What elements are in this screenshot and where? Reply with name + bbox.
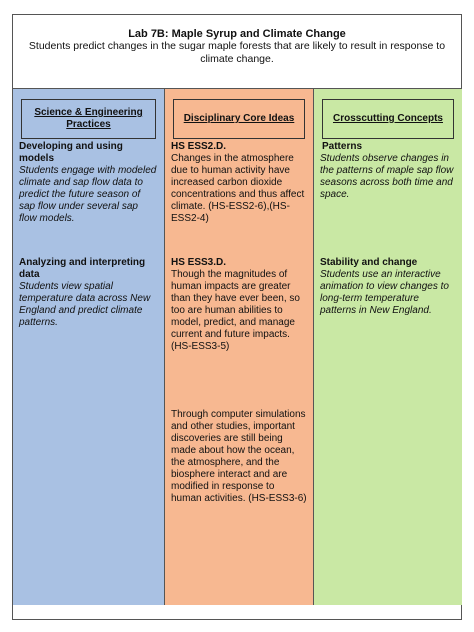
title-box (13, 15, 461, 89)
block-developing-models (19, 141, 158, 225)
column-header: Disciplinary Core Ideas (173, 99, 305, 139)
column-core-ideas (165, 89, 314, 605)
column-header: Science & Engineering Practices (21, 99, 156, 139)
block-body: Changes in the atmosphere due to human activity have increased carbon dioxide concentrations and thus affect climate. (HS-ESS2-6),(HS-ESS2-4) (171, 153, 305, 224)
block-body: Though the magnitudes of human impacts are greater than they have ever been, so too are human abilities to model, predict, and manage current and future impacts. (HS-ESS3-5) (171, 269, 300, 352)
block-stability-change (320, 257, 456, 317)
column-header: Crosscutting Concepts (322, 99, 454, 139)
block-hs-ess2d (171, 141, 307, 225)
block-heading: HS ESS3.D. (171, 257, 227, 268)
block-body: Students view spatial temperature data across New England and predict climate patterns. (19, 281, 151, 328)
column-crosscutting (314, 89, 462, 605)
block-heading: Developing and using models (19, 141, 123, 164)
page-title: Lab 7B: Maple Syrup and Climate Change (128, 28, 346, 40)
block-simulations (171, 409, 307, 505)
lab-table (12, 14, 462, 620)
block-patterns (320, 141, 456, 201)
block-analyzing-data (19, 257, 158, 329)
block-heading: Analyzing and interpreting data (19, 257, 146, 280)
block-body: Students engage with modeled climate and sap flow data to predict the future season of sap flow under several sap flow models. (19, 165, 157, 224)
block-body: Through computer simulations and other studies, important discoveries are still being made about how the ocean, the atmosphere, and the biosphere interact and are modified in response to human activities. (HS-ESS3-6) (171, 409, 307, 504)
block-body: Students observe changes in the patterns of maple sap flow seasons across both time and space. (320, 153, 454, 200)
block-heading: Patterns (322, 141, 363, 152)
block-heading: HS ESS2.D. (171, 141, 227, 152)
block-heading: Stability and change (320, 257, 418, 268)
block-hs-ess3d (171, 257, 307, 353)
block-body: Students use an interactive animation to view changes to long-term temperature patterns in New England. (320, 269, 449, 316)
bottom-margin (13, 605, 461, 619)
page-subtitle: Students predict changes in the sugar maple forests that are likely to result in response to climate change. (28, 40, 446, 65)
column-science-practices (13, 89, 165, 605)
